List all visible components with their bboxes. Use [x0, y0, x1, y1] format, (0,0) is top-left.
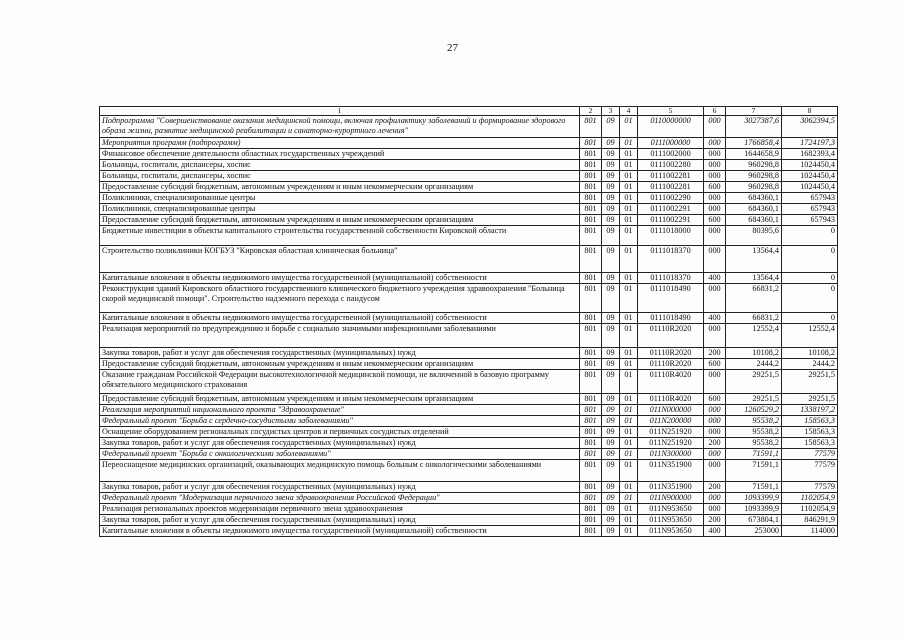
- row-admin-code: 801: [580, 226, 602, 246]
- row-admin-code: 801: [580, 273, 602, 284]
- row-section: 09: [602, 416, 620, 427]
- table-row: [100, 482, 838, 493]
- row-name: Предоставление субсидий бюджетным, автономным учреждениям и иным некоммерческим организациям: [100, 215, 580, 226]
- row-name: Строительство поликлиники КОГБУЗ "Кировская областная клиническая больница": [100, 246, 580, 273]
- header-col-2: 2: [580, 107, 602, 116]
- row-name: Мероприятия программ (подпрограмм): [100, 138, 580, 149]
- row-name: Переоснащение медицинских организаций, оказывающих медицинскую помощь больным с онкологическими заболеваниями: [100, 460, 580, 482]
- row-section: 09: [602, 526, 620, 537]
- row-amount-year1: 1093399,9: [726, 504, 782, 515]
- table-body: [100, 116, 838, 537]
- row-admin-code: 801: [580, 182, 602, 193]
- row-amount-year1: 80395,6: [726, 226, 782, 246]
- row-amount-year2: 10108,2: [782, 348, 838, 359]
- row-target-article: 011N953650: [638, 504, 704, 515]
- row-admin-code: 801: [580, 116, 602, 138]
- row-target-article: 0111000000: [638, 138, 704, 149]
- row-target-article: 01110R4020: [638, 394, 704, 405]
- header-col-7: 7: [726, 107, 782, 116]
- row-name: Закупка товаров, работ и услуг для обеспечения государственных (муниципальных) нужд: [100, 515, 580, 526]
- row-expense-type: 000: [704, 370, 726, 394]
- row-expense-type: 000: [704, 493, 726, 504]
- row-expense-type: 000: [704, 324, 726, 348]
- table-row: [100, 449, 838, 460]
- row-subsection: 01: [620, 246, 638, 273]
- row-expense-type: 000: [704, 427, 726, 438]
- row-admin-code: 801: [580, 193, 602, 204]
- row-target-article: 011N900000: [638, 493, 704, 504]
- row-name: Поликлиники, специализированные центры: [100, 204, 580, 215]
- header-col-1: 1: [100, 107, 580, 116]
- row-admin-code: 801: [580, 493, 602, 504]
- row-subsection: 01: [620, 215, 638, 226]
- row-section: 09: [602, 359, 620, 370]
- row-admin-code: 801: [580, 246, 602, 273]
- row-expense-type: 600: [704, 394, 726, 405]
- row-target-article: 0111018370: [638, 273, 704, 284]
- row-expense-type: 000: [704, 149, 726, 160]
- row-amount-year2: 0: [782, 226, 838, 246]
- row-amount-year1: 253000: [726, 526, 782, 537]
- table-row: [100, 204, 838, 215]
- row-subsection: 01: [620, 182, 638, 193]
- row-subsection: 01: [620, 171, 638, 182]
- row-admin-code: 801: [580, 313, 602, 324]
- table-row: [100, 171, 838, 182]
- row-amount-year2: 1024450,4: [782, 160, 838, 171]
- table-row: [100, 526, 838, 537]
- row-section: 09: [602, 149, 620, 160]
- row-section: 09: [602, 405, 620, 416]
- row-amount-year1: 29251,5: [726, 370, 782, 394]
- row-amount-year1: 12552,4: [726, 324, 782, 348]
- row-subsection: 01: [620, 427, 638, 438]
- header-col-8: 8: [782, 107, 838, 116]
- row-admin-code: 801: [580, 449, 602, 460]
- row-amount-year1: 66831,2: [726, 313, 782, 324]
- row-subsection: 01: [620, 460, 638, 482]
- table-row: [100, 405, 838, 416]
- row-amount-year1: 13564,4: [726, 273, 782, 284]
- row-expense-type: 000: [704, 460, 726, 482]
- table-row: [100, 394, 838, 405]
- row-subsection: 01: [620, 416, 638, 427]
- row-target-article: 0110000000: [638, 116, 704, 138]
- row-target-article: 011N200000: [638, 416, 704, 427]
- row-name: Закупка товаров, работ и услуг для обеспечения государственных (муниципальных) нужд: [100, 482, 580, 493]
- row-admin-code: 801: [580, 405, 602, 416]
- row-subsection: 01: [620, 324, 638, 348]
- row-subsection: 01: [620, 313, 638, 324]
- header-col-3: 3: [602, 107, 620, 116]
- row-subsection: 01: [620, 449, 638, 460]
- row-amount-year2: 1724197,3: [782, 138, 838, 149]
- row-amount-year2: 77579: [782, 482, 838, 493]
- header-col-5: 5: [638, 107, 704, 116]
- row-amount-year2: 1682393,4: [782, 149, 838, 160]
- row-name: Федеральный проект "Модернизация первичного звена здравоохранения Российской Федерации": [100, 493, 580, 504]
- page-number: 27: [447, 42, 458, 54]
- row-section: 09: [602, 182, 620, 193]
- row-amount-year2: 846291,9: [782, 515, 838, 526]
- row-expense-type: 000: [704, 160, 726, 171]
- row-subsection: 01: [620, 273, 638, 284]
- row-section: 09: [602, 438, 620, 449]
- row-subsection: 01: [620, 226, 638, 246]
- row-admin-code: 801: [580, 460, 602, 482]
- row-amount-year2: 3062394,5: [782, 116, 838, 138]
- table-header-row: [100, 107, 838, 116]
- row-admin-code: 801: [580, 482, 602, 493]
- row-section: 09: [602, 482, 620, 493]
- table-row: [100, 493, 838, 504]
- row-amount-year1: 684360,1: [726, 215, 782, 226]
- row-amount-year1: 684360,1: [726, 204, 782, 215]
- row-amount-year2: 77579: [782, 460, 838, 482]
- row-expense-type: 000: [704, 246, 726, 273]
- row-amount-year1: 960298,8: [726, 160, 782, 171]
- row-admin-code: 801: [580, 138, 602, 149]
- row-section: 09: [602, 116, 620, 138]
- row-target-article: 011N351900: [638, 482, 704, 493]
- row-admin-code: 801: [580, 284, 602, 313]
- table-row: [100, 284, 838, 313]
- row-amount-year1: 71591,1: [726, 449, 782, 460]
- row-subsection: 01: [620, 348, 638, 359]
- row-amount-year1: 95538,2: [726, 427, 782, 438]
- row-expense-type: 200: [704, 438, 726, 449]
- row-target-article: 0111018000: [638, 226, 704, 246]
- row-section: 09: [602, 348, 620, 359]
- row-target-article: 0111018490: [638, 313, 704, 324]
- row-target-article: 011N251920: [638, 438, 704, 449]
- row-target-article: 011N351900: [638, 460, 704, 482]
- row-subsection: 01: [620, 116, 638, 138]
- row-section: 09: [602, 449, 620, 460]
- row-subsection: 01: [620, 493, 638, 504]
- row-subsection: 01: [620, 438, 638, 449]
- row-admin-code: 801: [580, 370, 602, 394]
- table-row: [100, 116, 838, 138]
- row-subsection: 01: [620, 370, 638, 394]
- row-name: Федеральный проект "Борьба с онкологическими заболеваниями": [100, 449, 580, 460]
- row-name: Капитальные вложения в объекты недвижимого имущества государственной (муниципальной) собственности: [100, 273, 580, 284]
- row-section: 09: [602, 171, 620, 182]
- row-amount-year1: 13564,4: [726, 246, 782, 273]
- row-amount-year2: 2444,2: [782, 359, 838, 370]
- row-amount-year1: 1260529,2: [726, 405, 782, 416]
- row-subsection: 01: [620, 394, 638, 405]
- row-expense-type: 000: [704, 204, 726, 215]
- row-amount-year2: 1024450,4: [782, 171, 838, 182]
- row-name: Оснащение оборудованием региональных сосудистых центров и первичных сосудистых отделений: [100, 427, 580, 438]
- row-amount-year2: 1024450,4: [782, 182, 838, 193]
- row-amount-year2: 1102054,9: [782, 504, 838, 515]
- row-subsection: 01: [620, 138, 638, 149]
- row-admin-code: 801: [580, 324, 602, 348]
- table-row: [100, 313, 838, 324]
- table-row: [100, 226, 838, 246]
- row-amount-year2: 0: [782, 313, 838, 324]
- row-subsection: 01: [620, 405, 638, 416]
- row-amount-year2: 158563,3: [782, 416, 838, 427]
- row-section: 09: [602, 193, 620, 204]
- row-name: Закупка товаров, работ и услуг для обеспечения государственных (муниципальных) нужд: [100, 348, 580, 359]
- row-name: Реализация мероприятий национального проекта "Здравоохранение": [100, 405, 580, 416]
- row-expense-type: 000: [704, 504, 726, 515]
- row-target-article: 01110R4020: [638, 370, 704, 394]
- row-expense-type: 200: [704, 482, 726, 493]
- row-amount-year1: 684360,1: [726, 193, 782, 204]
- row-amount-year1: 960298,8: [726, 182, 782, 193]
- row-name: Капитальные вложения в объекты недвижимого имущества государственной (муниципальной) собственности: [100, 313, 580, 324]
- row-amount-year1: 10108,2: [726, 348, 782, 359]
- row-section: 09: [602, 394, 620, 405]
- row-section: 09: [602, 504, 620, 515]
- row-name: Реализация региональных проектов модернизации первичного звена здравоохранения: [100, 504, 580, 515]
- row-name: Оказание гражданам Российской Федерации высокотехнологичной медицинской помощи, не включенной в базовую программу обязательного медицинского страхования: [100, 370, 580, 394]
- table-row: [100, 438, 838, 449]
- row-target-article: 01110R2020: [638, 324, 704, 348]
- table-row: [100, 149, 838, 160]
- row-section: 09: [602, 273, 620, 284]
- row-target-article: 01110R2020: [638, 359, 704, 370]
- row-expense-type: 000: [704, 284, 726, 313]
- header-col-6: 6: [704, 107, 726, 116]
- row-subsection: 01: [620, 160, 638, 171]
- row-amount-year2: 657943: [782, 215, 838, 226]
- row-target-article: 0111002290: [638, 193, 704, 204]
- row-section: 09: [602, 284, 620, 313]
- row-section: 09: [602, 246, 620, 273]
- row-target-article: 011N300000: [638, 449, 704, 460]
- table-row: [100, 370, 838, 394]
- row-name: Бюджетные инвестиции в объекты капитального строительства государственной собственности Кировской области: [100, 226, 580, 246]
- row-admin-code: 801: [580, 348, 602, 359]
- row-target-article: 0111018490: [638, 284, 704, 313]
- row-amount-year1: 673804,1: [726, 515, 782, 526]
- row-admin-code: 801: [580, 204, 602, 215]
- row-admin-code: 801: [580, 171, 602, 182]
- row-admin-code: 801: [580, 504, 602, 515]
- row-admin-code: 801: [580, 394, 602, 405]
- row-expense-type: 000: [704, 416, 726, 427]
- row-name: Реализация мероприятий по предупреждению и борьбе с социально значимыми инфекционными заболеваниями: [100, 324, 580, 348]
- row-name: Больницы, госпитали, диспансеры, хоспис: [100, 160, 580, 171]
- row-expense-type: 400: [704, 313, 726, 324]
- budget-table: [99, 106, 838, 537]
- row-amount-year1: 1644658,9: [726, 149, 782, 160]
- row-amount-year1: 1093399,9: [726, 493, 782, 504]
- row-section: 09: [602, 226, 620, 246]
- row-name: Закупка товаров, работ и услуг для обеспечения государственных (муниципальных) нужд: [100, 438, 580, 449]
- row-name: Предоставление субсидий бюджетным, автономным учреждениям и иным некоммерческим организациям: [100, 182, 580, 193]
- table-row: [100, 182, 838, 193]
- row-section: 09: [602, 324, 620, 348]
- row-target-article: 011N953650: [638, 515, 704, 526]
- row-name: Поликлиники, специализированные центры: [100, 193, 580, 204]
- row-amount-year1: 95538,2: [726, 416, 782, 427]
- row-target-article: 0111002000: [638, 149, 704, 160]
- row-subsection: 01: [620, 204, 638, 215]
- table-row: [100, 359, 838, 370]
- row-subsection: 01: [620, 504, 638, 515]
- row-amount-year1: 960298,8: [726, 171, 782, 182]
- row-target-article: 0111002280: [638, 160, 704, 171]
- row-expense-type: 200: [704, 348, 726, 359]
- row-section: 09: [602, 204, 620, 215]
- row-subsection: 01: [620, 526, 638, 537]
- row-expense-type: 000: [704, 138, 726, 149]
- row-amount-year1: 1766858,4: [726, 138, 782, 149]
- row-amount-year1: 71591,1: [726, 460, 782, 482]
- row-name: Реконструкция зданий Кировского областного государственного клинического бюджетного учреждения здравоохранения "Больница скорой медицинской помощи". Строительство надземного перехода с пандусом: [100, 284, 580, 313]
- row-amount-year2: 0: [782, 284, 838, 313]
- row-target-article: 0111002281: [638, 171, 704, 182]
- row-subsection: 01: [620, 284, 638, 313]
- row-admin-code: 801: [580, 515, 602, 526]
- row-expense-type: 400: [704, 526, 726, 537]
- row-name: Финансовое обеспечение деятельности областных государственных учреждений: [100, 149, 580, 160]
- table-row: [100, 416, 838, 427]
- row-amount-year2: 0: [782, 246, 838, 273]
- row-target-article: 011N251920: [638, 427, 704, 438]
- row-amount-year1: 3027387,6: [726, 116, 782, 138]
- table-row: [100, 324, 838, 348]
- row-amount-year2: 0: [782, 273, 838, 284]
- row-expense-type: 600: [704, 359, 726, 370]
- row-admin-code: 801: [580, 427, 602, 438]
- table-row: [100, 515, 838, 526]
- row-target-article: 0111002291: [638, 204, 704, 215]
- table-row: [100, 273, 838, 284]
- row-subsection: 01: [620, 149, 638, 160]
- row-amount-year2: 1102054,9: [782, 493, 838, 504]
- row-admin-code: 801: [580, 438, 602, 449]
- row-subsection: 01: [620, 193, 638, 204]
- row-amount-year1: 95538,2: [726, 438, 782, 449]
- row-section: 09: [602, 460, 620, 482]
- table-row: [100, 427, 838, 438]
- row-section: 09: [602, 160, 620, 171]
- row-amount-year2: 77579: [782, 449, 838, 460]
- row-name: Предоставление субсидий бюджетным, автономным учреждениям и иным некоммерческим организациям: [100, 394, 580, 405]
- row-name: Подпрограмма "Совершенствование оказания медицинской помощи, включая профилактику заболеваний и формирование здорового образа жизни, развитие медицинской реабилитации и санаторно-курортного лечения": [100, 116, 580, 138]
- row-amount-year1: 2444,2: [726, 359, 782, 370]
- row-subsection: 01: [620, 359, 638, 370]
- row-expense-type: 400: [704, 273, 726, 284]
- row-name: Капитальные вложения в объекты недвижимого имущества государственной (муниципальной) собственности: [100, 526, 580, 537]
- row-subsection: 01: [620, 515, 638, 526]
- row-amount-year2: 657943: [782, 204, 838, 215]
- table-row: [100, 160, 838, 171]
- row-amount-year2: 1338197,2: [782, 405, 838, 416]
- table-row: [100, 504, 838, 515]
- row-amount-year2: 29251,5: [782, 394, 838, 405]
- row-section: 09: [602, 215, 620, 226]
- row-section: 09: [602, 515, 620, 526]
- table-row: [100, 138, 838, 149]
- row-name: Федеральный проект "Борьба с сердечно-сосудистыми заболеваниями": [100, 416, 580, 427]
- row-target-article: 011N000000: [638, 405, 704, 416]
- row-amount-year2: 114000: [782, 526, 838, 537]
- row-expense-type: 000: [704, 226, 726, 246]
- row-expense-type: 200: [704, 515, 726, 526]
- row-admin-code: 801: [580, 416, 602, 427]
- row-subsection: 01: [620, 482, 638, 493]
- row-admin-code: 801: [580, 149, 602, 160]
- table-row: [100, 215, 838, 226]
- row-section: 09: [602, 138, 620, 149]
- row-target-article: 0111018370: [638, 246, 704, 273]
- header-col-4: 4: [620, 107, 638, 116]
- row-admin-code: 801: [580, 215, 602, 226]
- table-row: [100, 193, 838, 204]
- row-amount-year1: 71591,1: [726, 482, 782, 493]
- row-admin-code: 801: [580, 359, 602, 370]
- row-admin-code: 801: [580, 160, 602, 171]
- row-target-article: 0111002291: [638, 215, 704, 226]
- row-expense-type: 000: [704, 193, 726, 204]
- row-amount-year1: 66831,2: [726, 284, 782, 313]
- row-section: 09: [602, 370, 620, 394]
- row-expense-type: 600: [704, 182, 726, 193]
- row-expense-type: 000: [704, 116, 726, 138]
- row-name: Предоставление субсидий бюджетным, автономным учреждениям и иным некоммерческим организациям: [100, 359, 580, 370]
- row-admin-code: 801: [580, 526, 602, 537]
- row-section: 09: [602, 427, 620, 438]
- row-amount-year2: 158563,3: [782, 438, 838, 449]
- row-amount-year2: 158563,3: [782, 427, 838, 438]
- table-row: [100, 348, 838, 359]
- row-expense-type: 600: [704, 215, 726, 226]
- row-amount-year2: 12552,4: [782, 324, 838, 348]
- row-target-article: 01110R2020: [638, 348, 704, 359]
- row-section: 09: [602, 313, 620, 324]
- row-expense-type: 000: [704, 171, 726, 182]
- row-expense-type: 000: [704, 449, 726, 460]
- row-section: 09: [602, 493, 620, 504]
- row-amount-year2: 29251,5: [782, 370, 838, 394]
- row-amount-year2: 657943: [782, 193, 838, 204]
- row-target-article: 011N953650: [638, 526, 704, 537]
- table-row: [100, 246, 838, 273]
- table-row: [100, 460, 838, 482]
- row-name: Больницы, госпитали, диспансеры, хоспис: [100, 171, 580, 182]
- row-amount-year1: 29251,5: [726, 394, 782, 405]
- row-target-article: 0111002281: [638, 182, 704, 193]
- row-expense-type: 000: [704, 405, 726, 416]
